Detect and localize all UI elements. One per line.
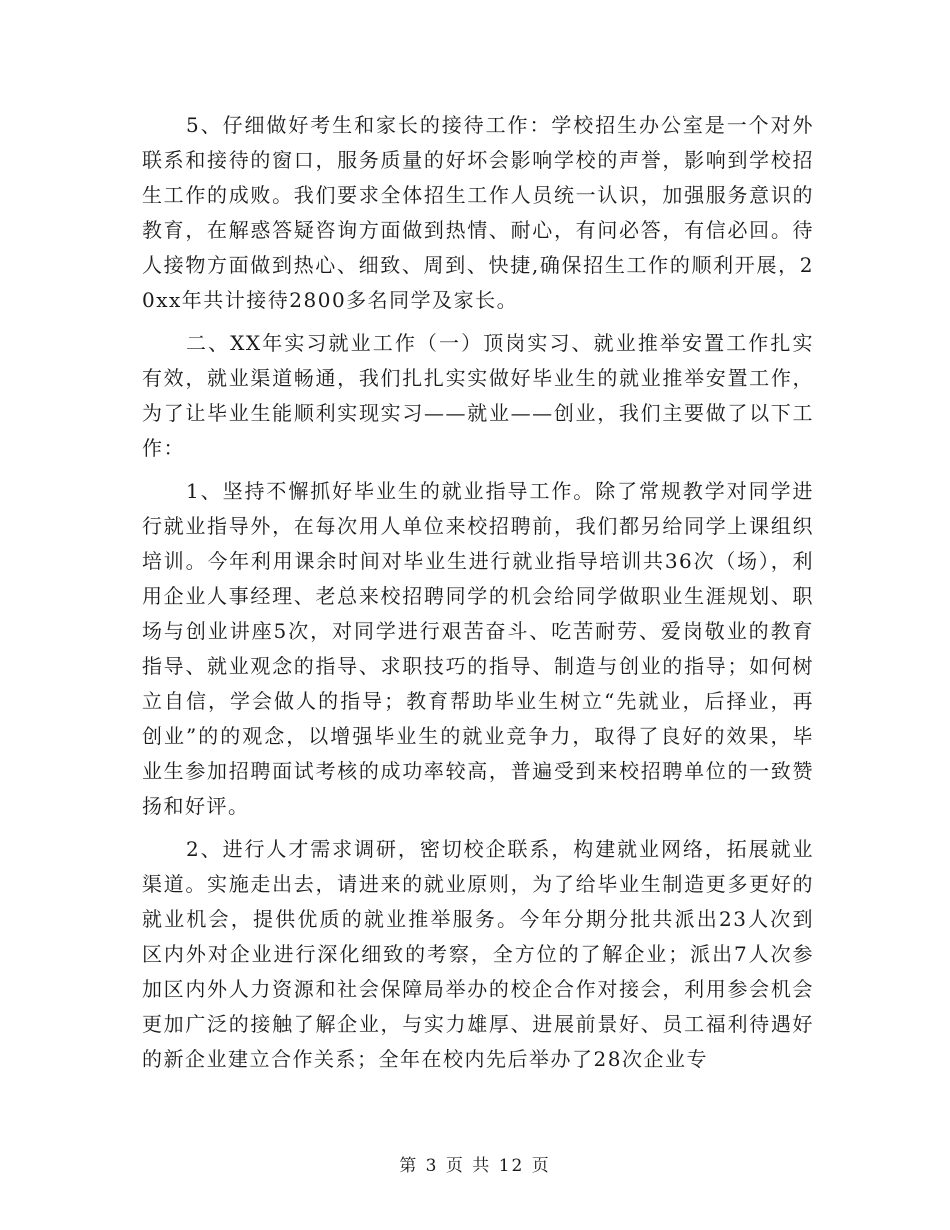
page-footer: 第 3 页 共 12 页 xyxy=(399,1156,551,1176)
document-body xyxy=(142,108,814,1085)
paragraph-employment-guidance: 1、坚持不懈抓好毕业生的就业指导工作。除了常规教学对同学进行就业指导外，在每次用人单位来校招聘前，我们都另给同学上课组织培训。今年利用课余时间对毕业生进行就业指导培训共36次（场），利用企业人事经理、老总来校招聘同学的机会给同学做职业生涯规划、职场与创业讲座5次，对同学进行艰苦奋斗、吃苦耐劳、爱岗敬业的教育指导、就业观念的指导、求职技巧的指导、制造与创业的指导；如何树立自信，学会做人的指导；教育帮助毕业生树立“先就业，后择业，再创业”的的观念，以增强毕业生的就业竞争力，取得了良好的效果，毕业生参加招聘面试考核的成功率较高，普遍受到来校招聘单位的一致赞扬和好评。 xyxy=(142,479,814,818)
paragraph-reception: 5、仔细做好考生和家长的接待工作：学校招生办公室是一个对外联系和接待的窗口，服务质量的好坏会影响学校的声誉，影响到学校招生工作的成败。我们要求全体招生工作人员统一认识，加强服务意识的教育，在解惑答疑咨询方面做到热情、耐心，有问必答，有信必回。待人接物方面做到热心、细致、周到、快捷,确保招生工作的顺利开展，20xx年共计接待2800多名同学及家长。 xyxy=(142,113,814,312)
paragraph-internship-employment: 二、XX年实习就业工作（一）顶岗实习、就业推举安置工作扎实有效，就业渠道畅通，我们扎扎实实做好毕业生的就业推举安置工作，为了让毕业生能顺利实现实习——就业——创业，我们主要做了以下工作： xyxy=(142,331,814,460)
paragraph-talent-research: 2、进行人才需求调研，密切校企联系，构建就业网络，拓展就业渠道。实施走出去，请进来的就业原则，为了给毕业生制造更多更好的就业机会，提供优质的就业推举服务。今年分期分批共派出23人次到区内外对企业进行深化细致的考察，全方位的了解企业；派出7人次参加区内外人力资源和社会保障局举办的校企合作对接会，利用参会机会更加广泛的接触了解企业，与实力雄厚、进展前景好、员工福利待遇好的新企业建立合作关系；全年在校内先后举办了28次企业专 xyxy=(142,837,814,1071)
